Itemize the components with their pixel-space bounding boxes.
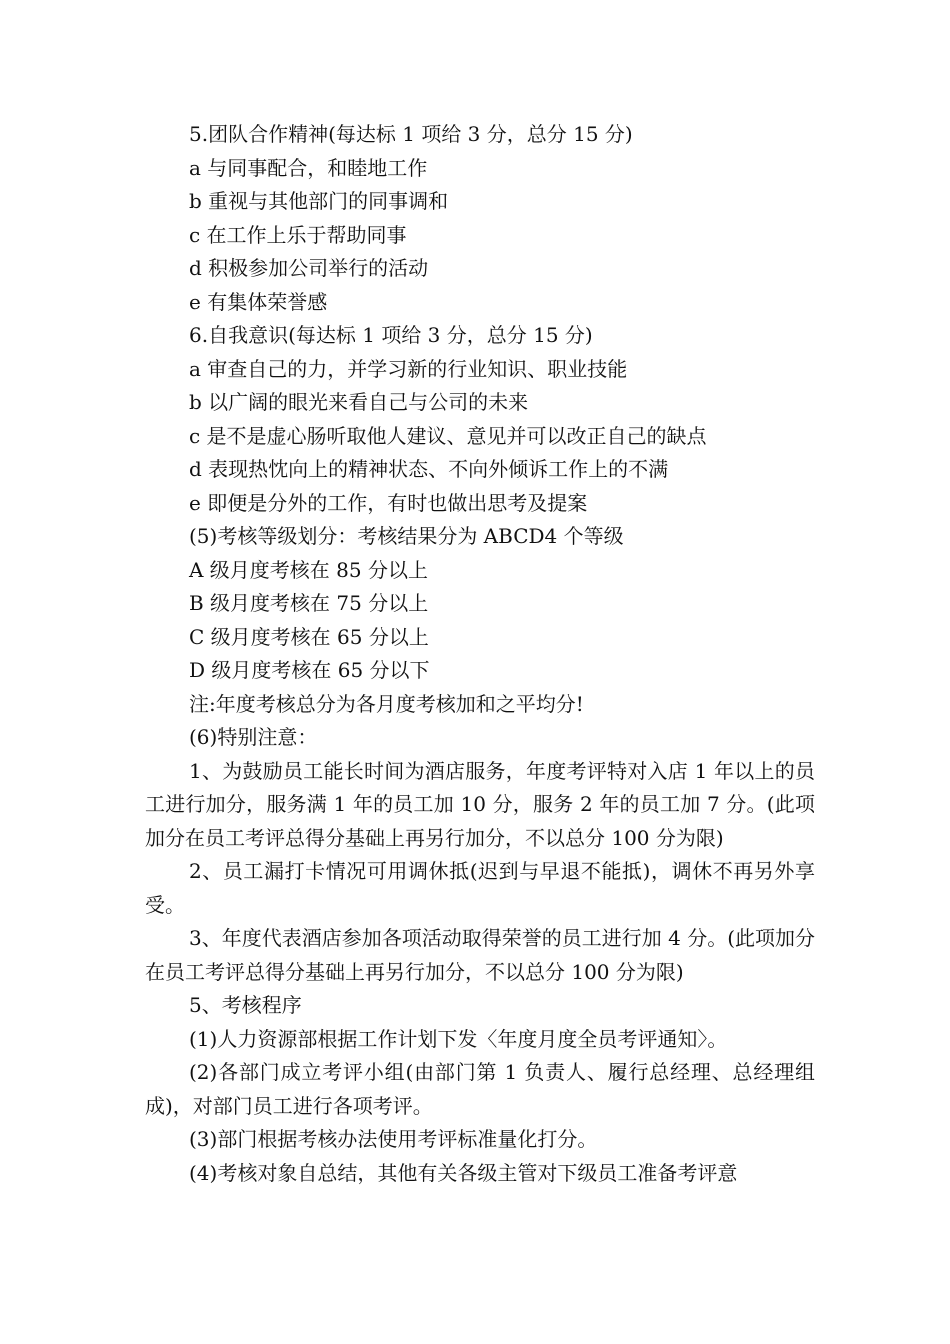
procedure-step: (3)部门根据考核办法使用考评标准量化打分。: [189, 1127, 598, 1151]
special-notes-heading: (6)特别注意：: [189, 725, 318, 749]
special-note-paragraph: 3、年度代表酒店参加各项活动取得荣誉的员工进行加 4 分。(此项加分在员工考评总得分基础上再另行加分，不以总分 100 分为限): [145, 926, 815, 984]
grade-heading: (5)考核等级划分：考核结果分为 ABCD4 个等级: [189, 524, 624, 548]
criteria-item: a 审查自己的力，并学习新的行业知识、职业技能: [189, 356, 628, 381]
grade-item: D 级月度考核在 65 分以下: [189, 658, 430, 682]
note-text: 注:年度考核总分为各月度考核加和之平均分!: [189, 691, 584, 716]
criteria-item: a 与同事配合，和睦地工作: [189, 155, 428, 180]
procedure-heading: 5、考核程序: [189, 993, 302, 1017]
criteria-heading-teamwork: 5.团队合作精神(每达标 1 项给 3 分，总分 15 分): [189, 122, 633, 146]
grade-item: A 级月度考核在 85 分以上: [189, 557, 428, 582]
criteria-item: e 即便是分外的工作，有时也做出思考及提案: [189, 490, 588, 515]
criteria-heading-self-awareness: 6.自我意识(每达标 1 项给 3 分，总分 15 分): [189, 323, 593, 347]
criteria-item: e 有集体荣誉感: [189, 289, 328, 314]
criteria-item: d 积极参加公司举行的活动: [189, 256, 429, 280]
procedure-step: (1)人力资源部根据工作计划下发〈年度月度全员考评通知〉。: [189, 1026, 728, 1051]
criteria-item: b 重视与其他部门的同事调和: [189, 189, 449, 213]
criteria-item: d 表现热忱向上的精神状态、不向外倾诉工作上的不满: [189, 457, 669, 481]
criteria-item: c 是不是虚心肠听取他人建议、意见并可以改正自己的缺点: [189, 423, 707, 448]
special-note-paragraph: 2、员工漏打卡情况可用调休抵(迟到与早退不能抵)，调休不再另外享受。: [145, 859, 815, 917]
grade-item: B 级月度考核在 75 分以上: [189, 591, 429, 615]
criteria-item: b 以广阔的眼光来看自己与公司的未来: [189, 390, 529, 414]
criteria-item: c 在工作上乐于帮助同事: [189, 222, 407, 247]
procedure-step: (2)各部门成立考评小组(由部门第 1 负责人、履行总经理、总经理组成)，对部门员工进行各项考评。: [145, 1060, 815, 1118]
procedure-step: (4)考核对象自总结，其他有关各级主管对下级员工准备考评意: [189, 1160, 738, 1185]
special-note-paragraph: 1、为鼓励员工能长时间为酒店服务，年度考评特对入店 1 年以上的员工进行加分，服务满 1 年的员工加 10 分，服务 2 年的员工加 7 分。(此项加分在员工考评总得分基础上再另行加分，不以总分 100 分为限): [145, 758, 815, 850]
document-body: [145, 118, 815, 1190]
grade-item: C 级月度考核在 65 分以上: [189, 624, 429, 649]
